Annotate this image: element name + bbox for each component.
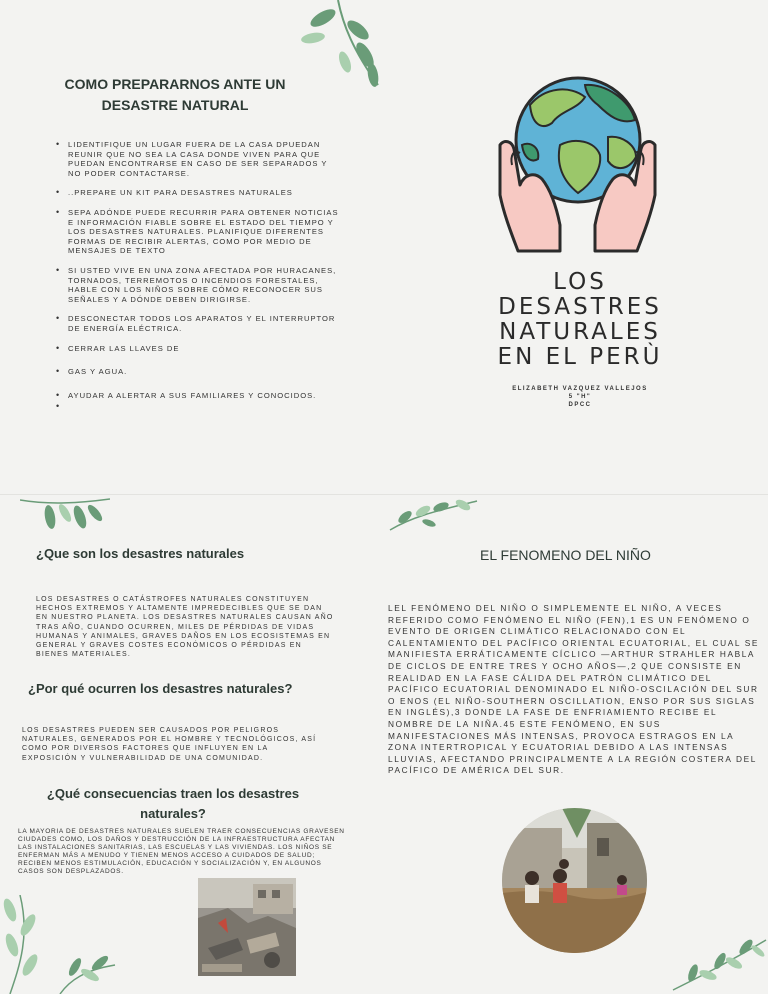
nino-heading: EL FENOMENO DEL NIÑO	[480, 547, 651, 563]
author-name: ELIZABETH VAZQUEZ VALLEJOS	[512, 386, 648, 392]
list-item: • AYUDAR A ALERTAR A SUS FAMILIARES Y CONOCIDOS.	[60, 391, 340, 401]
list-item: • GAS Y AGUA.	[60, 367, 340, 377]
why-body: LOS DESASTRES PUEDEN SER CAUSADOS POR PELIGROS NATURALES, GENERADOS POR EL HOMBRE Y TECNOLÓGICOS, ASÍ COMO POR DIVERSOS FACTORES QUE INFLUYEN EN LA EXPOSICIÓN Y VULNERABILIDAD DE UNA COMUNIDAD.	[22, 727, 317, 762]
what-body: LOS DESASTRES O CATÁSTROFES NATURALES CONSTITUYEN HECHOS EXTREMOS Y ALTAMENTE IMPREDECIBLES QUE SE DAN EN NUESTRO PLANETA. LOS DESASTRES NATURALES CAUSAN AÑO TRAS AÑO, CUANDO OCURREN, MILES DE PÉRDIDAS DE VIDAS HUMANAS Y ANIMALES, GRAVES DAÑOS EN LOS ECOSISTEMAS EN GENERAL Y GRAVES COSTES ECONÓMICOS O PÉRDIDAS EN BIENES MATERIALES.	[36, 596, 334, 659]
list-item: • DESCONECTAR TODOS LOS APARATOS Y EL INTERRUPTOR DE ENERGÍA ELÉCTRICA.	[60, 314, 340, 333]
what-section	[30, 545, 340, 659]
cover-title-line2: DESASTRES	[498, 294, 662, 320]
cover-title-line3: NATURALES	[499, 319, 661, 345]
list-item: • SEPA ADÓNDE PUEDE RECURRIR PARA OBTENER NOTICIAS E INFORMACIÓN FIABLE SOBRE EL ESTADO DEL TIEMPO Y LOS DESASTRES NATURALES. PLANIFIQUE DIFERENTES FORMAS DE RECIBIR ALERTAS, COMO POR MEDIO DE MENSAJES DE TEXTO	[60, 208, 340, 256]
consequences-heading	[18, 784, 328, 824]
consequences-section	[18, 784, 348, 875]
consequences-heading-line2: naturales?	[140, 806, 206, 821]
list-item: • SI USTED VIVE EN UNA ZONA AFECTADA POR HURACANES, TORNADOS, TERREMOTOS O INCENDIOS FORESTALES, HABLE CON LOS NIÑOS SOBRE CÓMO RECONOCER SUS SEÑALES Y A DÓNDE DEBEN DIRIGIRSE.	[60, 266, 340, 304]
leaf-branch-icon	[668, 925, 768, 994]
page-divider	[0, 494, 768, 495]
prepare-list	[50, 140, 340, 400]
earth-in-hands-icon	[490, 75, 665, 260]
leaf-branch-icon	[20, 495, 110, 540]
list-item: • CERRAR LAS LLAVES DE	[60, 344, 340, 354]
nino-body: LEL FENÓMENO DEL NIÑO O SIMPLEMENTE EL NIÑO, A VECES REFERIDO COMO FENÓMENO EL NIÑO (FEN),1 ES UN FENÓMENO O EVENTO DE ORIGEN CLIMÁTICO RELACIONADO CON EL CALENTAMIENTO DEL PACÍFICO ORIENTAL ECUATORIAL, EL CUAL SE MANIFIESTA ERRÁTICAMENTE CÍCLICO —ARTHUR STRAHLER HABLA DE CICLOS DE ENTRE TRES Y OCHO AÑOS—,2 QUE CONSISTE EN REALIDAD EN LA FASE CÁLIDA DEL PATRÓN CLIMÁTICO DEL PACÍFICO ECUATORIAL DENOMINADO EL NIÑO-OSCILACIÓN DEL SUR O ENOS (EL NIÑO-SOUTHERN OSCILLATION, ENSO POR SUS SIGLAS EN INGLÉS),3 DONDE LA FASE DE ENFRIAMIENTO RECIBE EL NOMBRE DE LA NIÑA.45 ESTE FENÓMENO, EN SUS MANIFESTACIONES MÁS INTENSAS, PROVOCA ESTRAGOS EN LA ZONA INTERTROPICAL Y ECUATORIAL DEBIDO A LAS INTENSAS LLUVIAS, AFECTANDO PRINCIPALMENTE A LA REGIÓN COSTERA DEL PACÍFICO DE AMÉRICA DEL SUR.	[388, 603, 759, 776]
grade-label: 5 "H"	[568, 394, 592, 400]
prepare-heading-line2: DESASTRE NATURAL	[101, 97, 249, 113]
prepare-heading	[50, 74, 300, 116]
nino-section	[388, 545, 760, 777]
flood-photo	[502, 808, 647, 953]
prepare-heading-line1: COMO PREPARARNOS ANTE UN	[64, 76, 286, 92]
list-item: • LIDENTIFIQUE UN LUGAR FUERA DE LA CASA DPUEDAN REUNIR QUE NO SEA LA CASA DONDE VIVEN PARA QUE PUEDAN ENCONTRARSE EN CASO DE SER SEPARADOS Y NO PODER CONTACTARSE.	[60, 140, 340, 178]
cover-credits	[480, 385, 680, 409]
prepare-panel	[50, 74, 340, 410]
consequences-body: LA MAYORIA DE DESASTRES NATURALES SUELEN TRAER CONSECUENCIAS GRAVESEN CIUDADES COMO, LOS DAÑOS Y DESTRUCCIÓN DE LA INFRAESTRUCTURA AFECTAN LAS INSTALACIONES SANITARIAS, LAS ESCUELAS Y LAS VIVIENDAS. LOS NIÑOS SE ENFERMAN MÁS A MENUDO Y TIENEN MENOS ACCESO A CUIDADOS DE SALUD; RECIBEN MENOS ESTIMULACIÓN, EDUCACIÓN Y SOCIALIZACIÓN Y, EN ALGUNOS CASOS SON DESPLAZADOS.	[18, 828, 345, 875]
why-section	[22, 680, 342, 763]
cover-title-line1: LOS	[553, 269, 607, 295]
course-label: DPCC	[568, 402, 592, 408]
leaf-branch-icon	[0, 895, 120, 994]
leaf-branch-icon	[385, 495, 480, 535]
debris-photo	[198, 878, 296, 976]
consequences-heading-line1: ¿Qué consecuencias traen los desastres	[46, 786, 300, 801]
cover-title	[480, 270, 680, 370]
why-heading: ¿Por qué ocurren los desastres naturales?	[28, 681, 293, 696]
what-heading: ¿Que son los desastres naturales	[36, 546, 245, 561]
cover-title-line4: EN EL PERÙ	[497, 344, 663, 370]
list-item: • ..PREPARE UN KIT PARA DESASTRES NATURALES	[60, 188, 340, 198]
